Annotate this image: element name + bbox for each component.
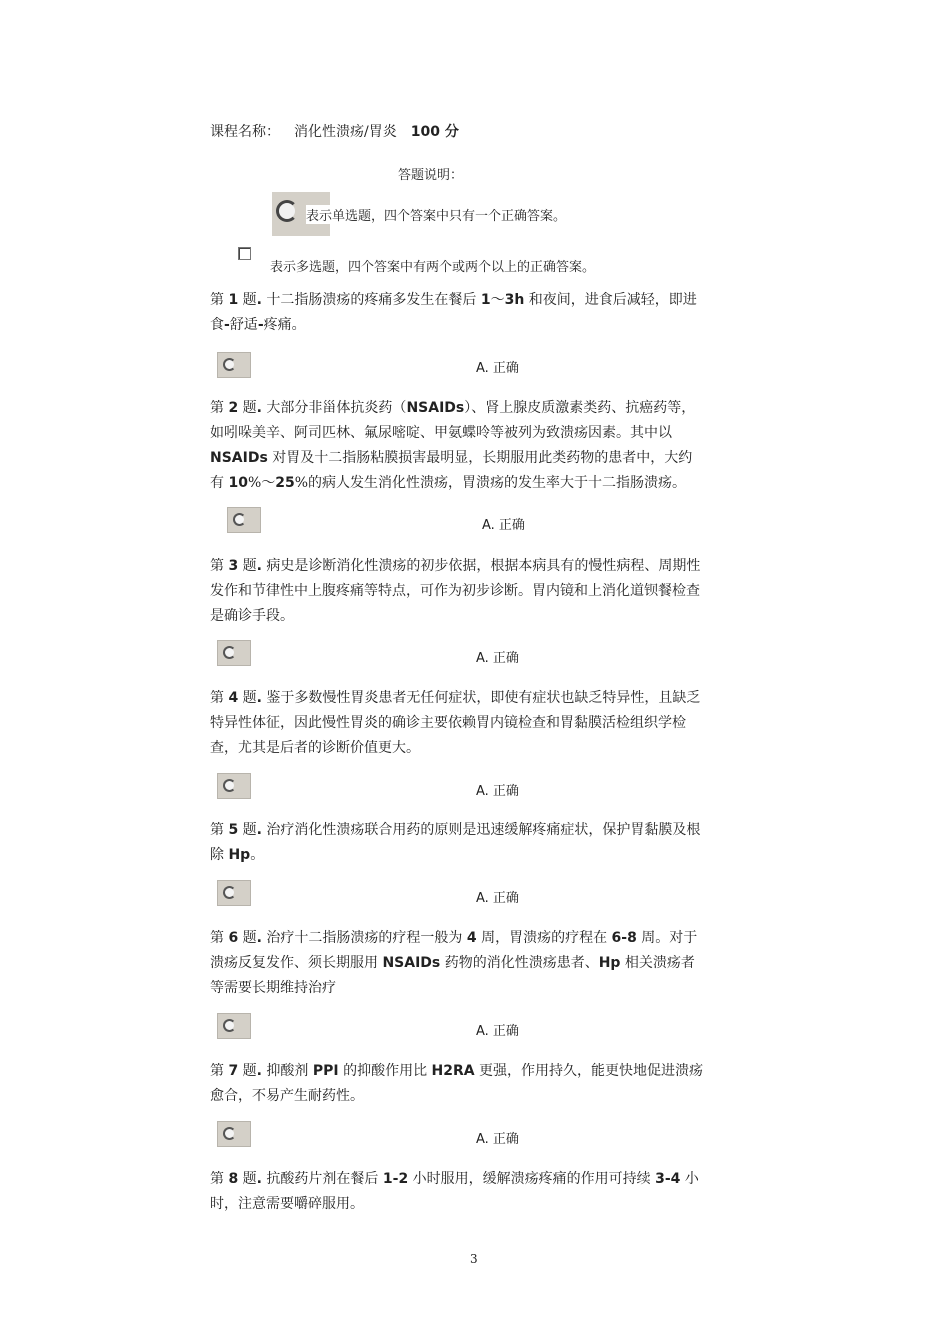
answer-option-label[interactable]: A. 正确 [476, 1132, 519, 1147]
course-name: 消化性溃疡/胃炎 [294, 124, 397, 140]
question-line: 第 2 题. 大部分非甾体抗炎药（NSAIDs）、肾上腺皮质激素类药、抗癌药等， [210, 400, 696, 416]
answer-radio-button[interactable] [217, 880, 251, 906]
course-header [210, 121, 459, 141]
question-line: 有 10%～25%的病人发生消化性溃疡，胃溃疡的发生率大于十二指肠溃疡。 [210, 475, 687, 491]
question-line: 时，注意需要嚼碎服用。 [210, 1196, 364, 1212]
question-text [210, 818, 750, 868]
course-points: 100 分 [410, 124, 459, 140]
question-line: 第 8 题. 抗酸药片剂在餐后 1-2 小时服用，缓解溃疡疼痛的作用可持续 3-4 小 [210, 1171, 699, 1187]
answer-radio-button[interactable] [217, 640, 251, 666]
question-line: 第 4 题. 鉴于多数慢性胃炎患者无任何症状，即使有症状也缺乏特异性，且缺乏 [210, 690, 701, 706]
question-line: 第 7 题. 抑酸剂 PPI 的抑酸作用比 H2RA 更强，作用持久，能更快地促进溃疡 [210, 1063, 704, 1079]
question-line: NSAIDs 对胃及十二指肠粘膜损害最明显，长期服用此类药物的患者中，大约 [210, 450, 693, 466]
answer-radio-button[interactable] [227, 507, 261, 533]
question-line: 第 5 题. 治疗消化性溃疡联合用药的原则是迅速缓解疼痛症状，保护胃黏膜及根 [210, 822, 701, 838]
question-line: 第 3 题. 病史是诊断消化性溃疡的初步依据，根据本病具有的慢性病程、周期性 [210, 558, 701, 574]
question-line: 除 Hp。 [210, 847, 265, 863]
question-line: 愈合，不易产生耐药性。 [210, 1088, 364, 1104]
checkbox-icon [238, 247, 251, 260]
question-line: 发作和节律性中上腹疼痛等特点，可作为初步诊断。胃内镜和上消化道钡餐检查 [210, 583, 700, 599]
instructions-title: 答题说明： [398, 168, 464, 183]
answer-radio-button[interactable] [217, 1121, 251, 1147]
question-text [210, 1167, 750, 1217]
page-number: 3 [470, 1252, 478, 1266]
radio-icon [223, 886, 236, 899]
question-text [210, 686, 750, 761]
answer-option-label[interactable]: A. 正确 [476, 784, 519, 799]
single-choice-description: 表示单选题，四个答案中只有一个正确答案。 [306, 205, 566, 224]
question-line: 如吲哚美辛、阿司匹林、氟尿嘧啶、甲氨蝶呤等被列为致溃疡因素。其中以 [210, 425, 672, 441]
answer-radio-button[interactable] [217, 352, 251, 378]
question-line: 等需要长期维持治疗 [210, 980, 336, 996]
radio-icon [276, 200, 298, 222]
question-text [210, 396, 750, 496]
radio-icon [223, 1019, 236, 1032]
question-text [210, 288, 750, 338]
multi-choice-description: 表示多选题，四个答案中有两个或两个以上的正确答案。 [270, 260, 596, 275]
course-label: 课程名称： [210, 124, 280, 140]
question-line: 特异性体征，因此慢性胃炎的确诊主要依赖胃内镜检查和胃黏膜活检组织学检 [210, 715, 686, 731]
radio-icon [233, 513, 246, 526]
answer-radio-button[interactable] [217, 773, 251, 799]
question-text [210, 1059, 750, 1109]
question-line: 第 6 题. 治疗十二指肠溃疡的疗程一般为 4 周，胃溃疡的疗程在 6-8 周。对于 [210, 930, 698, 946]
radio-icon [223, 1127, 236, 1140]
question-text [210, 554, 750, 629]
question-text [210, 926, 750, 1001]
question-line: 第 1 题. 十二指肠溃疡的疼痛多发生在餐后 1～3h 和夜间，进食后减轻，即进 [210, 292, 697, 308]
radio-icon [223, 646, 236, 659]
question-line: 溃疡反复发作、须长期服用 NSAIDs 药物的消化性溃疡患者、Hp 相关溃疡者 [210, 955, 695, 971]
answer-option-label[interactable]: A. 正确 [476, 651, 519, 666]
radio-icon [223, 779, 236, 792]
answer-option-label[interactable]: A. 正确 [476, 361, 519, 376]
question-line: 是确诊手段。 [210, 608, 294, 624]
answer-option-label[interactable]: A. 正确 [476, 1024, 519, 1039]
question-line: 查，尤其是后者的诊断价值更大。 [210, 740, 420, 756]
answer-option-label[interactable]: A. 正确 [482, 518, 525, 533]
question-line: 食-舒适-疼痛。 [210, 317, 306, 333]
answer-option-label[interactable]: A. 正确 [476, 891, 519, 906]
answer-radio-button[interactable] [217, 1013, 251, 1039]
radio-icon [223, 358, 236, 371]
